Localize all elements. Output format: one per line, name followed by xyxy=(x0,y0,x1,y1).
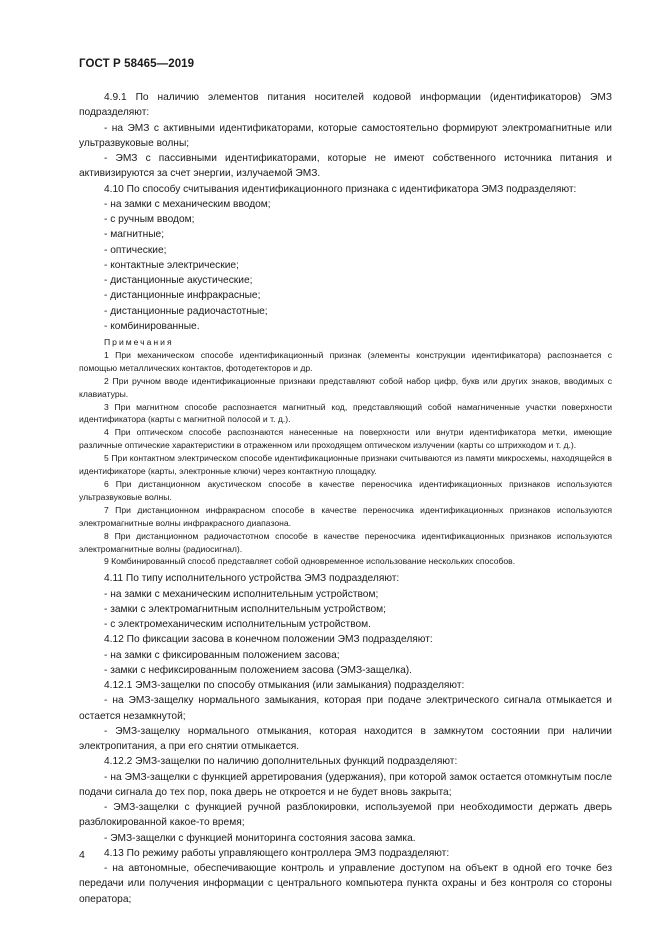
list-item: - на замки с механическим вводом; xyxy=(104,198,271,210)
list-item: - на ЭМЗ-защелку нормального замыкания, которая при подаче электрического сигнала отмыкается и остается незамкнутой; xyxy=(79,695,612,722)
list-item: - дистанционные акустические; xyxy=(104,275,253,286)
note-item: 2 При ручном вводе идентификационные признаки представляют собой набор цифр, букв или других знаков, вводимых с клавиатуры. xyxy=(79,375,612,399)
list-item: - на замки с механическим исполнительным устройством; xyxy=(104,588,379,600)
note-item: 8 При дистанционном радиочастотном способе в качестве переносчика идентификационных признаков используются электромагнитные волны (радиосигнал). xyxy=(79,530,612,554)
paragraph: 4.9.1 По наличию элементов питания носителей кодовой информации (идентификаторов) ЭМЗ подразделяют: xyxy=(79,92,612,119)
list-item: - дистанционные радиочастотные; xyxy=(104,305,268,317)
list-item: - на ЭМЗ с активными идентификаторами, которые самостоятельно формируют электромагнитные или ультразвуковые волны; xyxy=(79,122,612,149)
list-item: - замки с нефиксированным положением засова (ЭМЗ-защелка). xyxy=(104,664,412,676)
list-item: - на автономные, обеспечивающие контроль и управление доступом на объект в одной его точке без передачи или получения информации с центрального компьютера пункта охраны и без контроля со стороны оператора; xyxy=(79,863,612,905)
paragraph: 4.12 По фиксации засова в конечном положении ЭМЗ подразделяют: xyxy=(104,634,433,646)
list-item: - оптические; xyxy=(104,244,167,256)
note-item: 9 Комбинированный способ представляет собой одновременное использование нескольких способов. xyxy=(104,556,516,567)
page-number: 4 xyxy=(79,849,85,861)
standard-header: ГОСТ Р 58465—2019 xyxy=(79,58,195,70)
notes-title: Примечания xyxy=(104,337,174,347)
paragraph: 4.12.1 ЭМЗ-защелки по способу отмыкания (или замыкания) подразделяют: xyxy=(104,680,465,692)
list-item: - ЭМЗ-защелки с функцией ручной разблокировки, используемой при необходимости держать дверь разблокированной какое-то время; xyxy=(79,802,612,829)
paragraph: 4.11 По типу исполнительного устройства ЭМЗ подразделяют: xyxy=(104,573,400,585)
list-item: - комбинированные. xyxy=(104,320,200,332)
note-item: 4 При оптическом способе распознаются нанесенные на поверхности или внутри идентификатора метки, имеющие различные оптические характеристики в отраженном или проходящем оптическом излучении (карты со штрихкодом и т. д.). xyxy=(79,427,612,451)
list-item: - с ручным вводом; xyxy=(104,214,195,225)
paragraph: 4.12.2 ЭМЗ-защелки по наличию дополнительных функций подразделяют: xyxy=(104,756,458,768)
note-item: 1 При механическом способе идентификационный признак (элементы конструкции идентификатора) распознается с помощью металлических контактов, фотодетекторов и др. xyxy=(79,349,612,373)
list-item: - ЭМЗ-защелки с функцией мониторинга состояния засова замка. xyxy=(104,832,416,844)
note-item: 7 При дистанционном инфракрасном способе в качестве переносчика идентификационных признаков используются электромагнитные волны инфракрасного диапазона. xyxy=(79,504,612,528)
note-item: 3 При магнитном способе распознается магнитный код, представляющий собой намагниченные участки поверхности идентификатора (карты с магнитной полосой и т. д.). xyxy=(79,401,612,425)
list-item: - на замки с фиксированным положением засова; xyxy=(104,649,340,661)
note-item: 6 При дистанционном акустическом способе в качестве переносчика идентификационных признаков используются ультразвуковые волны. xyxy=(79,478,612,502)
list-item: - магнитные; xyxy=(104,229,165,241)
list-item: - с электромеханическим исполнительным устройством. xyxy=(104,619,371,631)
list-item: - дистанционные инфракрасные; xyxy=(104,290,261,302)
paragraph: 4.10 По способу считывания идентификационного признака с идентификатора ЭМЗ подразделяют: xyxy=(104,183,577,195)
list-item: - контактные электрические; xyxy=(104,259,239,271)
list-item: - ЭМЗ-защелку нормального отмыкания, которая находится в замкнутом состоянии при наличии электропитания, а при его снятии отмыкается. xyxy=(79,725,612,753)
paragraph: 4.13 По режиму работы управляющего контроллера ЭМЗ подразделяют: xyxy=(104,847,450,859)
note-item: 5 При контактном электрическом способе идентификационные признаки считываются из памяти микросхемы, находящейся в идентификаторе (карты, электронные ключи) через контактную площадку. xyxy=(79,453,612,477)
list-item: - ЭМЗ с пассивными идентификаторами, которые не имеют собственного источника питания и активизируются за счет энергии, излучаемой ЭМЗ. xyxy=(79,153,612,180)
list-item: - на ЭМЗ-защелки с функцией арретирования (удержания), при которой замок остается отомкнутым после подачи сигнала до тех пор, пока дверь не откроется и не будет вновь закрыта; xyxy=(79,771,612,798)
page-body xyxy=(79,90,612,907)
list-item: - замки с электромагнитным исполнительным устройством; xyxy=(104,603,387,615)
